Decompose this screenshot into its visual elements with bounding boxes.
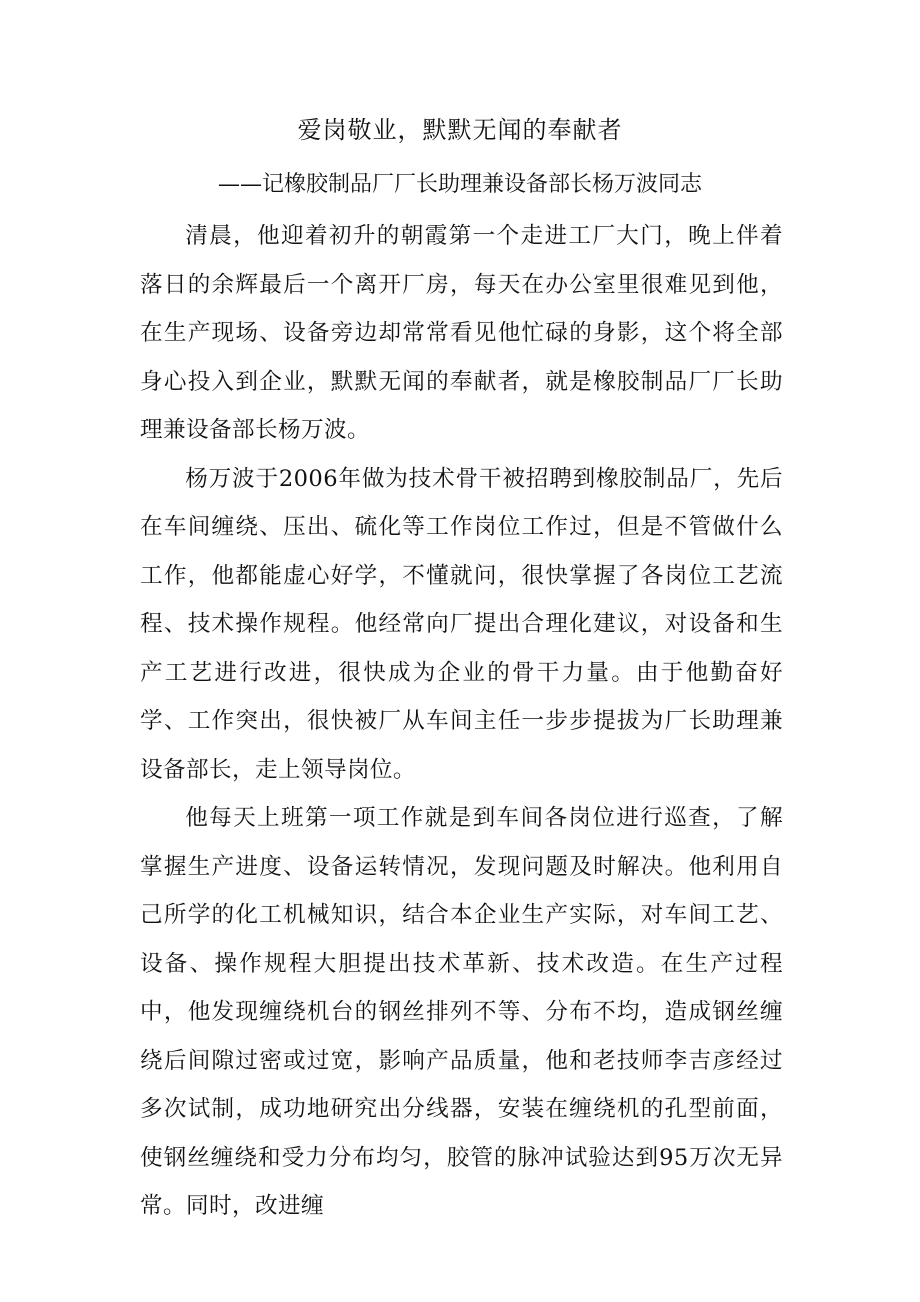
document-subtitle: ——记橡胶制品厂厂长助理兼设备部长杨万波同志 bbox=[217, 172, 702, 197]
document-body bbox=[140, 212, 783, 1231]
document-title: 爱岗敬业，默默无闻的奉献者 bbox=[297, 116, 623, 144]
paragraph-1: 清晨，他迎着初升的朝霞第一个走进工厂大门，晚上伴着落日的余辉最后一个离开厂房，每天在办公室里很难见到他，在生产现场、设备旁边却常常看见他忙碌的身影，这个将全部身心投入到企业，默默无闻的奉献者，就是橡胶制品厂厂长助理兼设备部长杨万波。 bbox=[140, 223, 783, 443]
paragraph-2: 杨万波于2006年做为技术骨干被招聘到橡胶制品厂，先后在车间缠绕、压出、硫化等工作岗位工作过，但是不管做什么工作，他都能虚心好学，不懂就问，很快掌握了各岗位工艺流程、技术操作规程。他经常向厂提出合理化建议，对设备和生产工艺进行改进，很快成为企业的骨干力量。由于他勤奋好学、工作突出，很快被厂从车间主任一步步提拔为厂长助理兼设备部长，走上领导岗位。 bbox=[140, 465, 783, 783]
paragraph-3: 他每天上班第一项工作就是到车间各岗位进行巡查，了解掌握生产进度、设备运转情况，发现问题及时解决。他利用自己所学的化工机械知识，结合本企业生产实际，对车间工艺、设备、操作规程大胆提出技术革新、技术改造。在生产过程中，他发现缠绕机台的钢丝排列不等、分布不均，造成钢丝缠绕后间隙过密或过宽，影响产品质量，他和老技师李吉彦经过多次试制，成功地研究出分线器，安装在缠绕机的孔型前面，使钢丝缠绕和受力分布均匀，胶管的脉冲试验达到95万次无异常。同时，改进缠 bbox=[140, 805, 783, 1219]
